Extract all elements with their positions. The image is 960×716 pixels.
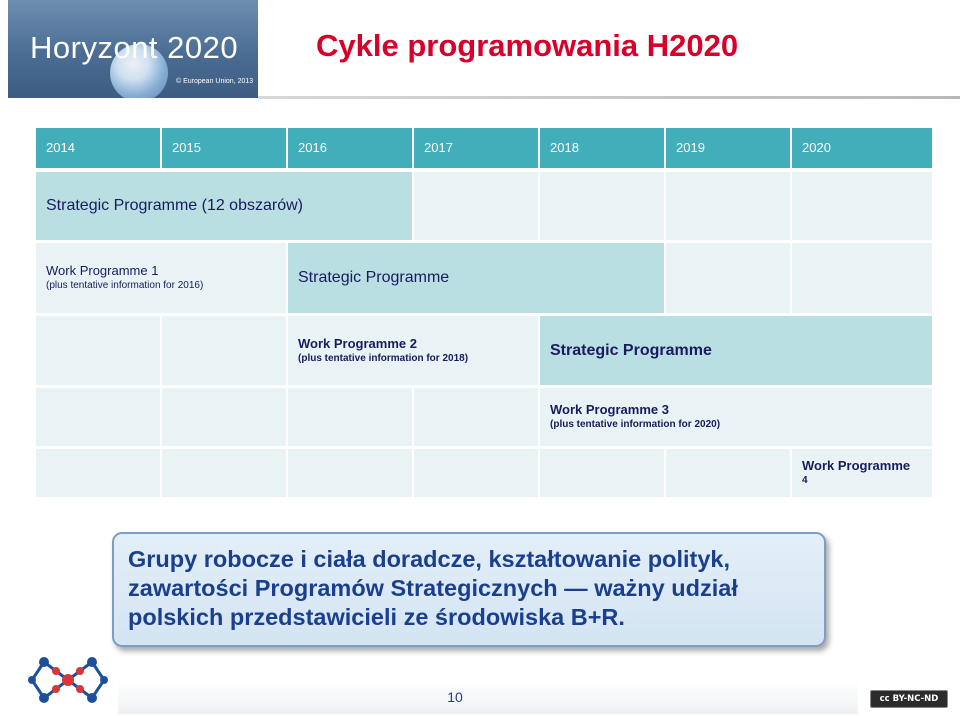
strategic-programme-3 — [540, 316, 932, 385]
logo-text: Horyzont 2020 — [30, 30, 239, 65]
horyzont-2020-logo — [8, 0, 258, 98]
empty-cell — [666, 449, 790, 497]
strategic-programme-2-label: Strategic Programme — [298, 269, 450, 286]
empty-cell — [36, 449, 160, 497]
network-logo-icon — [28, 652, 110, 710]
wp4-number: 4 — [802, 475, 808, 486]
year-2016: 2016 — [288, 128, 412, 168]
strategic-programme-3-label: Strategic Programme — [550, 341, 712, 359]
strategic-programme-1-label: Strategic Programme (12 obszarów) — [46, 197, 303, 214]
strategic-programme-2 — [288, 243, 664, 313]
wp3-note: (plus tentative information for 2020) — [550, 419, 721, 430]
empty-cell — [540, 449, 664, 497]
wp2-note: (plus tentative information for 2018) — [298, 352, 469, 364]
work-programme-1 — [36, 243, 286, 313]
slide-title: Cykle programowania H2020 — [316, 28, 739, 63]
callout-line: Grupy robocze i ciała doradcze, kształtowanie polityk, — [128, 546, 731, 572]
wp2-title: Work Programme 2 — [298, 335, 417, 351]
year-2020: 2020 — [792, 128, 932, 168]
empty-cell — [414, 172, 538, 240]
year-2018: 2018 — [540, 128, 664, 168]
callout-line: zawartości Programów Strategicznych — ważny udział — [128, 575, 738, 601]
empty-cell — [792, 243, 932, 313]
callout-line: polskich przedstawicieli ze środowiska B+R. — [128, 604, 625, 630]
empty-cell — [36, 388, 160, 446]
callout-box — [112, 532, 826, 647]
wp1-title: Work Programme 1 — [46, 263, 159, 278]
footer-bar — [118, 681, 858, 714]
wp1-note: (plus tentative information for 2016) — [46, 280, 204, 291]
empty-cell — [414, 449, 538, 497]
empty-cell — [162, 388, 286, 446]
page-number: 10 — [447, 689, 463, 705]
cc-license-badge: cc BY-NC-ND — [870, 690, 948, 708]
logo-copyright: © European Union, 2013 — [176, 78, 254, 85]
work-programme-3 — [540, 388, 932, 446]
empty-cell — [540, 172, 664, 240]
header-divider — [258, 96, 960, 99]
empty-cell — [288, 449, 412, 497]
empty-cell — [666, 172, 790, 240]
empty-cell — [666, 243, 790, 313]
empty-cell — [414, 388, 538, 446]
work-programme-2 — [288, 316, 538, 385]
work-programme-4 — [792, 449, 932, 497]
empty-cell — [792, 172, 932, 240]
empty-cell — [162, 449, 286, 497]
year-2015: 2015 — [162, 128, 286, 168]
year-2019: 2019 — [666, 128, 790, 168]
empty-cell — [162, 316, 286, 385]
year-2017: 2017 — [414, 128, 538, 168]
strategic-programme-1 — [36, 172, 412, 240]
empty-cell — [288, 388, 412, 446]
wp4-title: Work Programme — [802, 458, 911, 473]
year-2014: 2014 — [36, 128, 160, 168]
empty-cell — [36, 316, 160, 385]
wp3-title: Work Programme 3 — [550, 402, 669, 417]
